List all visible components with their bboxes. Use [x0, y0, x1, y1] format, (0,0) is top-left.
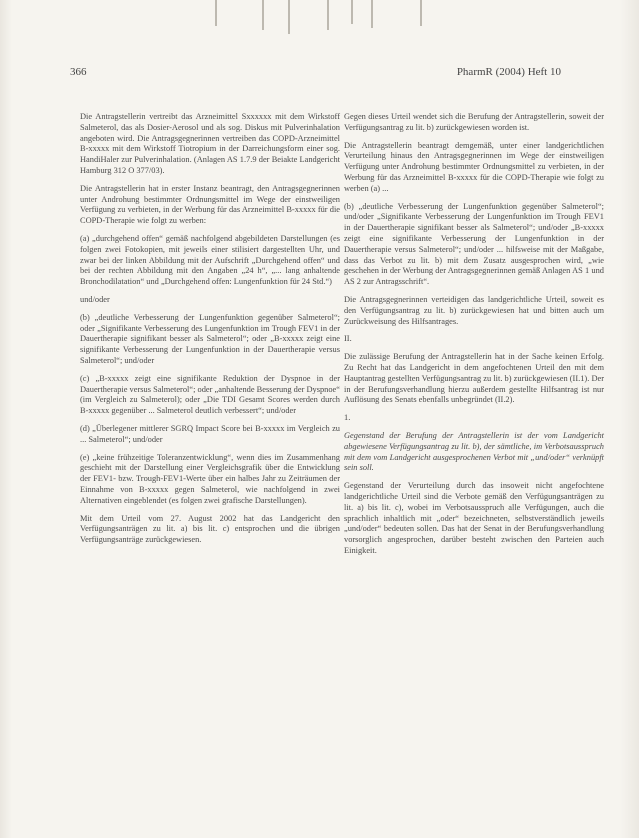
- paragraph: Gegenstand der Berufung der Antragstellerin ist der vom Landgericht abgewiesene Verfügungsantrag zu lit. b), der sämtliche, im Verbotsausspruch mit dem vom Landgericht ausgesprochenen Verbot mit „und/oder“ verknüpft sein soll.: [344, 430, 604, 473]
- paragraph: Die Antragsgegnerinnen verteidigen das landgerichtliche Urteil, soweit es den Verfügungsantrag zu lit. b) zurückgewiesen hat und bitten auch um Zurückweisung des Hilfsantrages.: [344, 294, 604, 326]
- binding-mark: [420, 0, 422, 26]
- paragraph: (a) „durchgehend offen“ gemäß nachfolgend abgebildeten Darstellungen (es folgen zwei Fotokopien, mit jeweils einer stilisiert dargestellten Uhr, und zwar bei der linken Abbildung mit der Aufschrift „Durchgehend offen“ und bei der rechten Abbildung mit den Angaben „24 h“, „... lang anhaltende Bronchodilatation“ und „Durchgehend offen: Lungenfunktion für 24 Std.“): [80, 233, 340, 287]
- page-number: 366: [70, 66, 87, 78]
- section-heading: II.: [344, 334, 352, 344]
- paragraph: Die Antragstellerin vertreibt das Arzneimittel Sxxxxxx mit dem Wirkstoff Salmeterol, das als Dosier-Aerosol und als sog. Diskus mit Pulverinhalation angeboten wird. Die Antragsgegnerinnen vertreiben das COPD-Arzneimittel B-xxxxx mit dem Wirkstoff Tiotropium in der Darreichungsform einer sog. HandiHaler zur Pulverinhalation. (Anlagen AS 1.7.9 der Beiakte Landgericht Hamburg 312 O 377/03).: [80, 112, 340, 175]
- binding-mark: [351, 0, 353, 24]
- paragraph: (b) „deutliche Verbesserung der Lungenfunktion gegenüber Salmeterol“; oder „Signifikante Verbesserung des Lungenfunktion im Trough FEV1 in der Dauertherapie signifikant besser als Salmeterol“; oder „B-xxxxx zeigt eine signifikante Verbesserung der Lungenfunktion in der Dauertherapie versus Salmeterol“; und/oder: [80, 312, 340, 365]
- section-heading: 1.: [344, 413, 351, 423]
- paragraph: Die Antragstellerin hat in erster Instanz beantragt, den Antragsgegnerinnen unter Androhung bestimmter Ordnungsmittel im Wege der einstweiligen Verfügung zu verbieten, in der Werbung für das Arzneimittel B-xxxxx für die COPD-Therapie wie folgt zu werben:: [80, 183, 340, 226]
- paragraph: (c) „B-xxxxx zeigt eine signifikante Reduktion der Dyspnoe in der Dauertherapie versus Salmeterol“; oder „anhaltende Besserung der Dyspnoe“ (im Vergleich zu Salmeterol); oder „Die TDI Gesamt Scores werden durch B-xxxxx gegenüber ... Salmeterol deutlich verbessert“; und/oder: [80, 373, 340, 416]
- binding-mark: [327, 0, 329, 30]
- binding-mark: [215, 0, 217, 26]
- paragraph: Die zulässige Berufung der Antragstellerin hat in der Sache keinen Erfolg. Zu Recht hat das Landgericht in dem angefochtenen Urteil den mit dem Hauptantrag gestellten Verfügungsantrag zu lit. b) zurückgewiesen (II.1). Der in der Berufungsverhandlung hierzu außerdem gestellte Hilfsantrag ist nur Auflösung des Senats ebenfalls unbegründet (II.2).: [344, 352, 604, 405]
- binding-marks: [0, 0, 639, 40]
- paragraph: und/oder: [80, 294, 110, 304]
- binding-mark: [288, 0, 290, 34]
- paragraph: (d) „Überlegener mittlerer SGRQ Impact Score bei B-xxxxx im Vergleich zu ... Salmeterol“; und/oder: [80, 423, 340, 444]
- paragraph: Die Antragstellerin beantragt demgemäß, unter einer landgerichtlichen Verurteilung hinaus den Antragsgegnerinnen im Wege der einstweiligen Verfügung unter Androhung bestimmter Ordnungsmittel zu verbieten, in der Werbung für das Arzneimittel B-xxxxx für die COPD-Therapie wie folgt zu werben (a) ...: [344, 140, 604, 193]
- binding-mark: [371, 0, 373, 28]
- right-column: [344, 112, 604, 564]
- left-column: [80, 112, 340, 553]
- paragraph: (e) „keine frühzeitige Toleranzentwicklung“, wenn dies im Zusammenhang geschieht mit der Darstellung einer Vergleichsgrafik über die Entwicklung der FEV1- bzw. Trough-FEV1-Werte über ein halbes Jahr zu Zeiträumen der Einnahme von B-xxxxx gegen Salmeterol, wie nachfolgend in zwei Alternativen eingeblendet (es folgen zwei grafische Darstellungen).: [80, 452, 340, 505]
- binding-mark: [262, 0, 264, 30]
- paragraph: (b) „deutliche Verbesserung der Lungenfunktion gegenüber Salmeterol“; und/oder „Signifikante Verbesserung der Lungenfunktion im Trough FEV1 in der Dauertherapie signifikant besser als Salmeterol“; und/oder „B-xxxxx zeigt eine signifikante Verbesserung der Lungenfunktion in der Dauertherapie versus Salmeterol“; und/oder ... hilfsweise mit der Maßgabe, dass das Verbot zu lit. b) mit dem Zusatz ausgesprochen wird, „wie geschehen in der Werbung der Antragsgegnerinnen gemäß Anlagen AS 1 und AS 2 zur Antragsschrift“.: [344, 201, 604, 287]
- paragraph: Gegen dieses Urteil wendet sich die Berufung der Antragstellerin, soweit der Verfügungsantrag zu lit. b) zurückgewiesen worden ist.: [344, 112, 604, 132]
- paragraph: Gegenstand der Verurteilung durch das insoweit nicht angefochtene landgerichtliche Urteil sind die Verbote gemäß den Verfügungsanträgen zu lit. a) bis lit. c), wobei im Verbotsausspruch alle Verfügungen, auch die sprachlich inhaltlich mit „oder“ bezeichneten, selbstverständlich jeweils „und/oder“ bedeuten sollen. Das hat der Senat in der Berufungsverhandlung vorsorglich angesprochen, darüber besteht zwischen den Parteien auch Einigkeit.: [344, 481, 604, 555]
- paragraph: Mit dem Urteil vom 27. August 2002 hat das Landgericht den Verfügungsanträgen zu lit. a) bis lit. c) entsprochen und die übrigen Verfügungsanträge zurückgewiesen.: [80, 513, 340, 545]
- journal-header: PharmR (2004) Heft 10: [456, 66, 561, 78]
